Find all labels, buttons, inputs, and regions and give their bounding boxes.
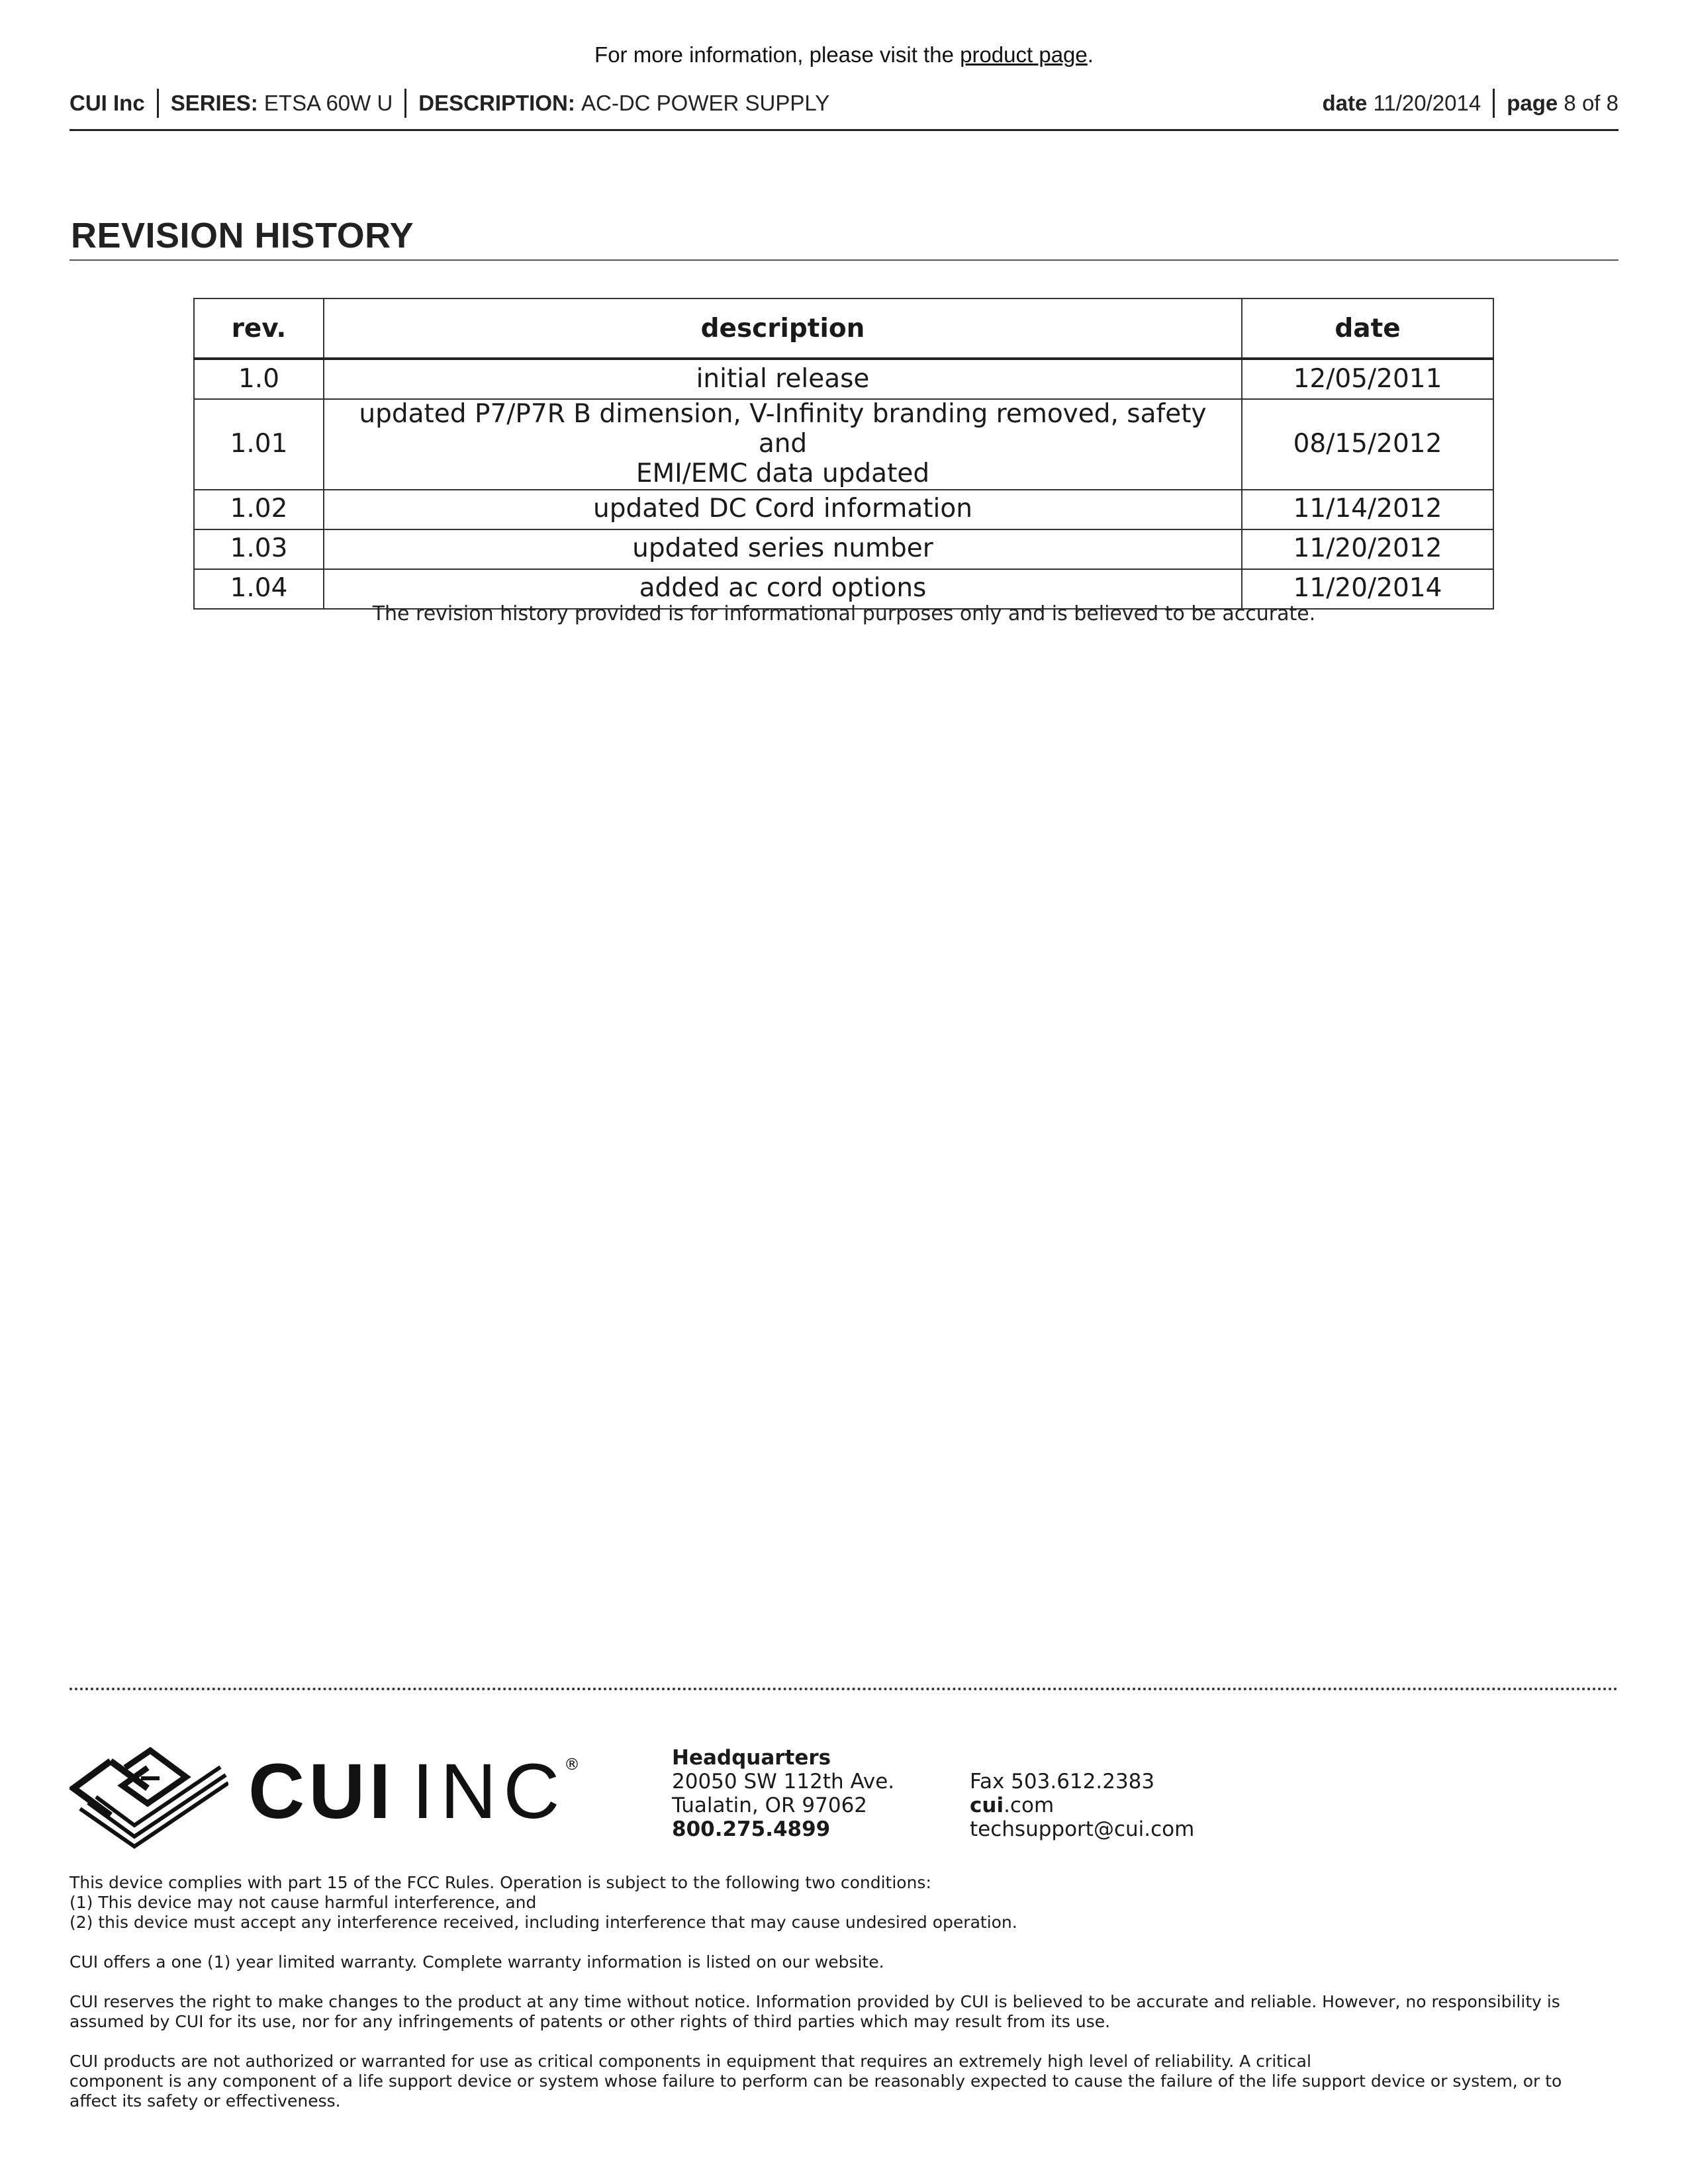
more-info-prefix: For more information, please visit the — [594, 42, 961, 67]
website — [970, 1794, 1194, 1817]
reserve-line-2: assumed by CUI for its use, nor for any infringements of patents or other rights of third parties which may result from its use. — [70, 2012, 1111, 2031]
cui-logo-mark-icon — [70, 1737, 228, 1850]
fcc-line-3: (2) this device must accept any interference received, including interference that may cause undesired operation. — [70, 1913, 1017, 1932]
header-left — [70, 89, 829, 118]
address-line-2: Tualatin, OR 97062 — [672, 1794, 868, 1817]
column-header-rev: rev. — [194, 298, 324, 359]
warranty-statement: CUI offers a one (1) year limited warranty. Complete warranty information is listed on our website. — [70, 1952, 884, 1972]
cui-inc-logo — [248, 1748, 567, 1835]
description-value: AC-DC POWER SUPPLY — [581, 91, 830, 115]
registered-mark: ® — [564, 1755, 580, 1774]
revision-disclaimer: The revision history provided is for informational purposes only and is believed to be accurate. — [372, 602, 1316, 625]
description-cell — [324, 399, 1242, 490]
description-cell: added ac cord options — [324, 569, 1242, 609]
table-row — [194, 359, 1493, 399]
footer-dotted-rule — [70, 1688, 1618, 1690]
column-header-description: description — [324, 298, 1242, 359]
critical-use-statement — [70, 2052, 1618, 2111]
rev-cell: 1.02 — [194, 490, 324, 529]
column-header-date: date — [1242, 298, 1493, 359]
critical-line-3: affect its safety or effectiveness. — [70, 2091, 341, 2111]
reserve-statement — [70, 1992, 1618, 2032]
fcc-statement — [70, 1873, 1618, 1933]
description-line-2: EMI/EMC data updated — [635, 458, 930, 488]
product-page-link[interactable]: product page — [960, 42, 1088, 67]
date-value: 11/20/2014 — [1373, 91, 1481, 115]
date-cell: 08/15/2012 — [1242, 399, 1493, 490]
table-row — [194, 399, 1493, 490]
header-rule — [70, 129, 1618, 131]
rev-cell: 1.0 — [194, 359, 324, 399]
table-header-row — [194, 298, 1493, 359]
critical-line-2: component is any component of a life support device or system whose failure to perform can be reasonably expected to cause the failure of the life support device or system, or to — [70, 2071, 1562, 2091]
header-divider — [404, 89, 406, 118]
description-cell: initial release — [324, 359, 1242, 399]
logo-text-light: INC — [412, 1748, 567, 1835]
header-divider — [1493, 89, 1495, 118]
fcc-line-1: This device complies with part 15 of the FCC Rules. Operation is subject to the following two conditions: — [70, 1873, 931, 1892]
table-row — [194, 529, 1493, 569]
description-line-1: updated P7/P7R B dimension, V-Infinity branding removed, safety and — [359, 399, 1207, 459]
headquarters-label: Headquarters — [672, 1746, 831, 1770]
section-title: REVISION HISTORY — [71, 216, 414, 255]
rev-cell: 1.03 — [194, 529, 324, 569]
phone-number: 800.275.4899 — [672, 1817, 831, 1841]
series-label: SERIES: — [170, 91, 258, 115]
page-value: 8 of 8 — [1564, 91, 1618, 115]
headquarters-block — [672, 1746, 894, 1841]
more-info-suffix: . — [1087, 42, 1094, 67]
page-label: page — [1507, 91, 1558, 115]
date-cell: 11/20/2012 — [1242, 529, 1493, 569]
section-rule — [70, 259, 1618, 261]
revision-table — [193, 298, 1494, 610]
table-row — [194, 490, 1493, 529]
date-label: date — [1322, 91, 1368, 115]
rev-cell: 1.04 — [194, 569, 324, 609]
legal-fine-print — [70, 1873, 1618, 2131]
date-cell: 12/05/2011 — [1242, 359, 1493, 399]
header-right — [1322, 89, 1618, 118]
rev-cell: 1.01 — [194, 399, 324, 490]
description-cell: updated series number — [324, 529, 1242, 569]
fax-number: Fax 503.612.2383 — [970, 1770, 1155, 1794]
date-cell: 11/14/2012 — [1242, 490, 1493, 529]
company-name: CUI Inc — [70, 91, 145, 115]
reserve-line-1: CUI reserves the right to make changes to the product at any time without notice. Information provided by CUI is believed to be accurate and reliable. However, no responsibility is — [70, 1992, 1560, 2011]
description-label: DESCRIPTION: — [418, 91, 575, 115]
more-info-note — [0, 42, 1688, 68]
date-cell: 11/20/2014 — [1242, 569, 1493, 609]
logo-text-bold: CUI — [248, 1748, 395, 1835]
fcc-line-2: (1) This device may not cause harmful interference, and — [70, 1893, 537, 1912]
critical-line-1: CUI products are not authorized or warranted for use as critical components in equipment that requires an extremely high level of reliability. A critical — [70, 2052, 1311, 2071]
address-line-1: 20050 SW 112th Ave. — [672, 1770, 895, 1794]
support-email: techsupport@cui.com — [970, 1817, 1195, 1841]
website-bold: cui — [970, 1794, 1004, 1817]
contact-block — [970, 1770, 1194, 1841]
website-rest: .com — [1004, 1794, 1055, 1817]
header-divider — [157, 89, 159, 118]
series-value: ETSA 60W U — [263, 91, 393, 115]
description-cell: updated DC Cord information — [324, 490, 1242, 529]
